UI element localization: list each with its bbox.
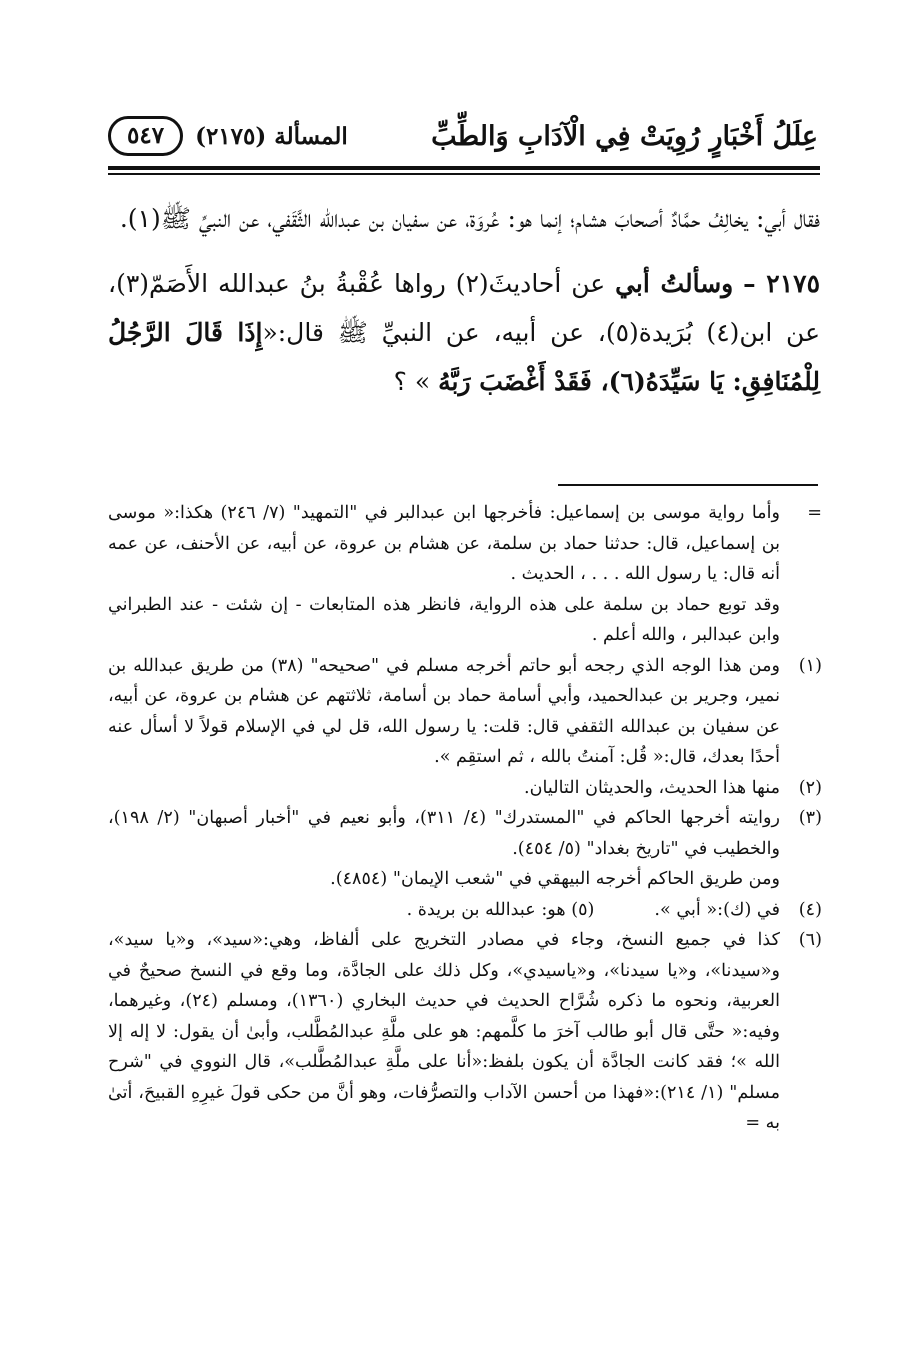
paragraph-2 (108, 259, 820, 406)
footnote-text: روايته أخرجها الحاكم في "المستدرك" (٤/ ٣١١)، وأبو نعيم في "أخبار أصبهان" (٢/ ١٩٨)، والخطيب في "تاريخ بغداد" (٥/ ٤٥٤). (108, 808, 780, 859)
continuation-para-2: وقد توبع حماد بن سلمة على هذه الرواية، فانظر هذه المتابعات - إن شئت - عند الطبراني وابن عبدالبر ، والله أعلم . (108, 594, 780, 645)
header-issue-group (108, 116, 348, 156)
footnote-2 (108, 773, 822, 804)
footnote-text: كذا في جميع النسخ، وجاء في مصادر التخريج على ألفاظ، وهي:«سيد»، و«يا سيد»، و«سيدنا»، و«يا سيدنا»، و«ياسيدي»، وكل ذلك على الجادَّة، وما وقع في النسخ صحيحٌ في العربية، ونحوه ما ذكره شُرَّاح الحديث في حديث البخاري (١٣٦٠)، ومسلم (٢٤)، وغيرهما، وفيه:« حتَّى قال أبو طالب آخرَ ما كلَّمهم: هو على ملَّةِ عبدالمُطَّلب، وأبىٰ أن يقول: لا إله إلا الله »؛ فقد كانت الجادَّة أن يكون بلفظ:«أنا على ملَّةِ عبدالمُطَّلب»، قال النووي في "شرح مسلم" (١/ ٢١٤):«فهذا من أحسن الآداب والتصرُّفات، وهو أنَّ من حكى قولَ غيرِهِ القبيحَ، أتىٰ به = (108, 930, 780, 1133)
footnote-number: (٣) (798, 808, 822, 828)
issue-lead: وسألتُ أبي (615, 269, 734, 298)
footnote-text: منها هذا الحديث، والحديثان التاليان. (524, 777, 780, 798)
paragraph-2-text: عن أحاديثَ(٢) رواها عُقْبةُ بنُ عبدالله الأَصَمّ(٣)، عن ابن(٤) بُرَيدة(٥)، عن أبيه، عن النبيِّ ﷺ قال:« (108, 269, 820, 347)
continuation-marker: = (807, 503, 822, 523)
footnote-6 (108, 925, 822, 1139)
footnote-separator (558, 484, 818, 486)
paragraph-2-end: » ؟ (393, 367, 431, 396)
footnotes (108, 498, 822, 1139)
page-number-badge: ٥٤٧ (108, 116, 183, 156)
issue-label: المسألة (٢١٧٥) (195, 122, 348, 150)
footnote-4-5 (108, 895, 822, 926)
page-header (108, 112, 818, 160)
footnote-3 (108, 803, 822, 895)
paragraph-1: فقال أبي: يخالِفُ حمَّادٌ أصحابَ هشام؛ إنما هو: عُروَة، عن سفيان بن عبدالله الثَّقَفي، عن النبيِّ ﷺ(١). (119, 204, 820, 233)
footnote-5-text: (٥) هو: عبدالله بن بريدة . (406, 899, 595, 920)
continuation-para-1: وأما رواية موسى بن إسماعيل: فأخرجها ابن عبدالبر في "التمهيد" (٧/ ٢٤٦) هكذا:« موسى بن إسماعيل، قال: حدثنا حماد بن سلمة، عن هشام بن عروة، عن أبيه، عن الأحنف، عن عمه أنه قال: يا رسول الله . . . ، الحديث . (108, 503, 780, 584)
footnote-4-text: في (ك):« أبي ». (654, 899, 780, 920)
footnote-text: ومن هذا الوجه الذي رجحه أبو حاتم أخرجه مسلم في "صحيحه" (٣٨) من طريق عبدالله بن نمير، وجرير بن عبدالحميد، وأبي أسامة حماد بن أسامة، ثلاثتهم عن هشام بن عروة، عن أبيه، عن سفيان بن عبدالله الثقفي قال: قلت: يا رسول الله، قل لي في الإسلام قولاً لا أسأل عنه أحدًا بعدك، قال:« قُل: آمنتُ بالله ، ثم استقِم ». (108, 655, 780, 767)
footnote-number: (٢) (798, 777, 822, 798)
footnote-number: (٦) (798, 930, 822, 950)
issue-number: ٢١٧٥ – (743, 269, 820, 298)
main-text (108, 194, 820, 406)
book-title: عِلَلُ أَخْبَارٍ رُوِيَتْ فِي الْآدَابِ وَالطِّبِّ (431, 120, 818, 152)
footnote-number: (١) (798, 655, 822, 676)
header-rule-thin (108, 173, 820, 175)
footnote-continuation (108, 498, 822, 651)
footnote-number: (٤) (798, 899, 822, 920)
hadith-text: إِذَا قَالَ الرَّجُلُ لِلْمُنَافِقِ: يَا سَيِّدَهُ(٦)، فَقَدْ أَغْضَبَ رَبَّهُ (108, 318, 820, 396)
footnote-text: ومن طريق الحاكم أخرجه البيهقي في "شعب الإيمان" (٤٨٥٤). (330, 869, 780, 889)
header-rule-thick (108, 166, 820, 170)
footnote-1 (108, 651, 822, 773)
